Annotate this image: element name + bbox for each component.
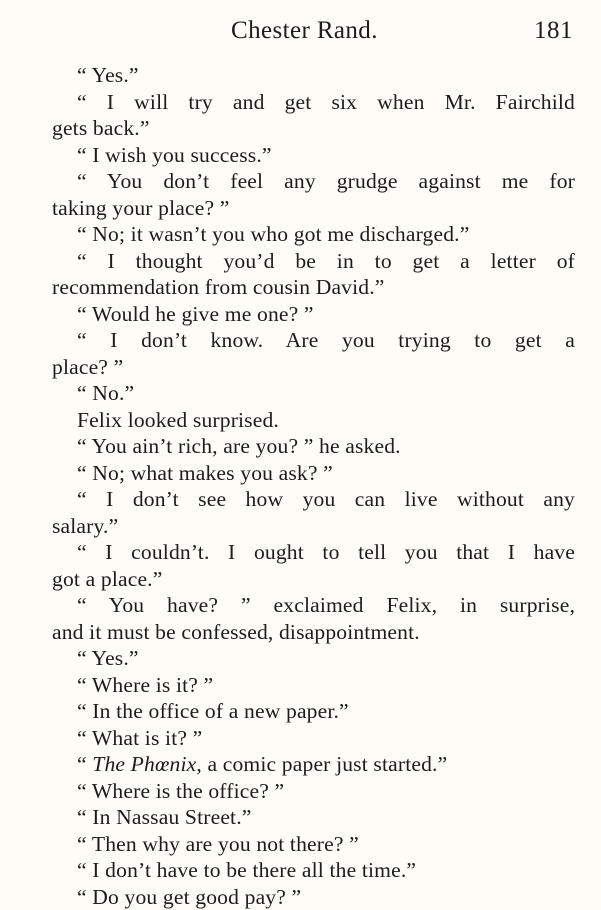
text-line: “ Then why are you not there? ” — [52, 831, 575, 858]
text-line: salary.” — [52, 513, 575, 540]
paper-title: The Phœnix, — [92, 752, 202, 776]
text-line: “ Where is the office? ” — [52, 778, 575, 805]
text-line: recommendation from cousin David.” — [52, 274, 575, 301]
page-header — [0, 17, 601, 49]
text-line: “ Yes.” — [52, 645, 575, 672]
text-line: “ In Nassau Street.” — [52, 804, 575, 831]
text-line: “ I don’t see how you can live without any — [52, 486, 575, 513]
text-line: “ You don’t feel any grudge against me for — [52, 168, 575, 195]
text-line: “ What is it? ” — [52, 725, 575, 752]
text-line: “ Where is it? ” — [52, 672, 575, 699]
text-line: place? ” — [52, 354, 575, 381]
text-line: “ Do you get good pay? ” — [52, 884, 575, 910]
text-line: “ I will try and get six when Mr. Fairchild — [52, 89, 575, 116]
text-fragment: “ — [77, 752, 92, 776]
text-line: “ Yes.” — [52, 62, 575, 89]
body-text — [52, 62, 575, 910]
text-line: “ No; what makes you ask? ” — [52, 460, 575, 487]
running-head: Chester Rand. — [231, 17, 378, 45]
text-line: “ I wish you success.” — [52, 142, 575, 169]
text-line: gets back.” — [52, 115, 575, 142]
text-line: taking your place? ” — [52, 195, 575, 222]
text-line: Felix looked surprised. — [52, 407, 575, 434]
text-line: “ You ain’t rich, are you? ” he asked. — [52, 433, 575, 460]
text-line: “ No; it wasn’t you who got me discharged.” — [52, 221, 575, 248]
text-line: “ I couldn’t. I ought to tell you that I have — [52, 539, 575, 566]
text-line: and it must be confessed, disappointment. — [52, 619, 575, 646]
text-line: got a place.” — [52, 566, 575, 593]
text-line: “ I don’t have to be there all the time.” — [52, 857, 575, 884]
text-line — [52, 751, 575, 778]
text-line: “ I don’t know. Are you trying to get a — [52, 327, 575, 354]
text-fragment: a comic paper just started.” — [207, 752, 447, 776]
text-line: “ No.” — [52, 380, 575, 407]
text-line: “ I thought you’d be in to get a letter of — [52, 248, 575, 275]
text-line: “ You have? ” exclaimed Felix, in surprise, — [52, 592, 575, 619]
text-line: “ Would he give me one? ” — [52, 301, 575, 328]
text-line: “ In the office of a new paper.” — [52, 698, 575, 725]
page-number: 181 — [534, 17, 573, 45]
